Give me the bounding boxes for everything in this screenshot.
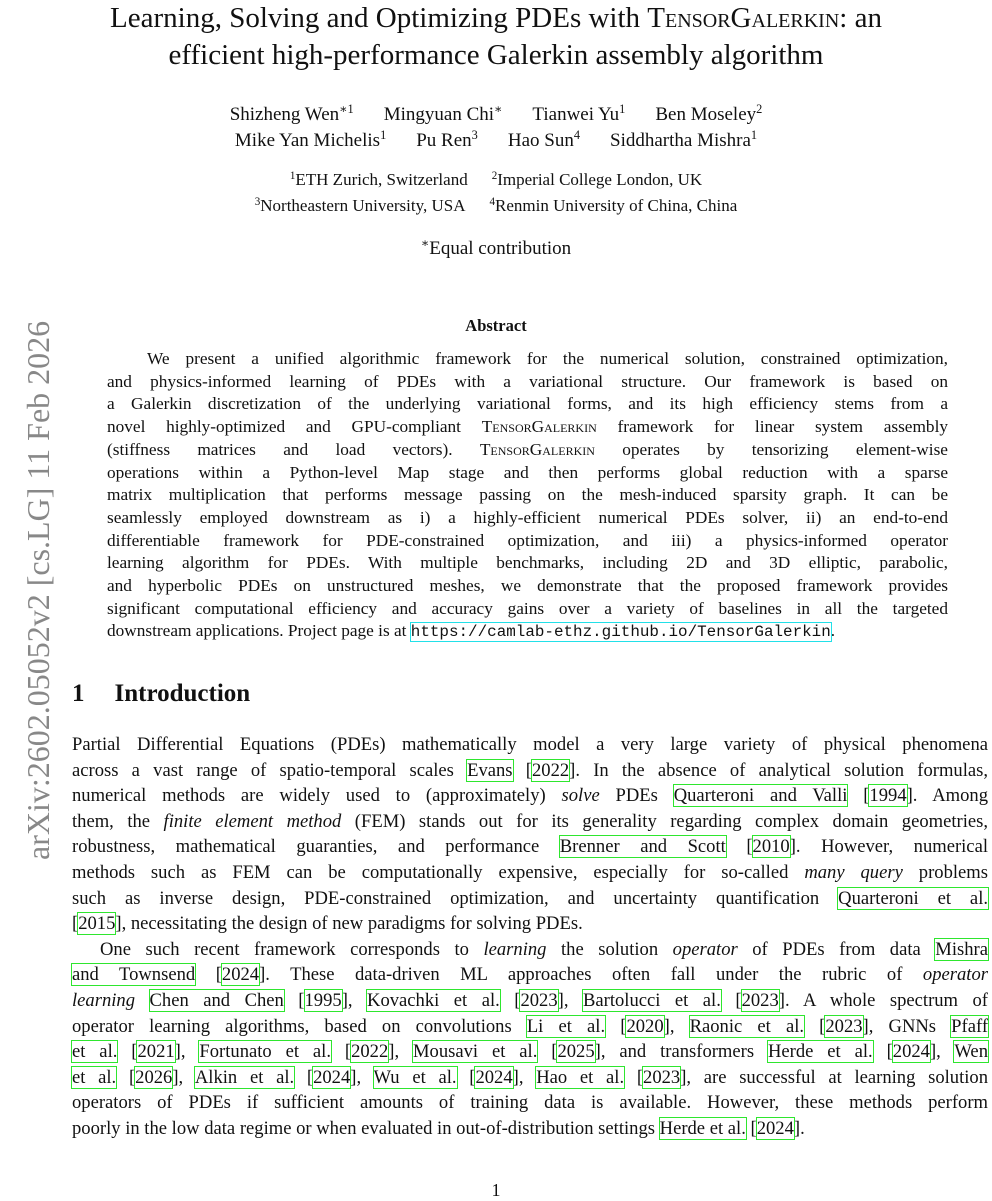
author-name-text: Tianwei Yu xyxy=(532,104,620,125)
author-name-text: Siddhartha Mishra xyxy=(610,130,751,151)
citation-link[interactable]: Quarteroni et al. xyxy=(838,887,989,909)
text-line xyxy=(72,937,988,963)
text-segment: One such recent framework corresponds to xyxy=(100,938,484,960)
text-segment: ], xyxy=(172,1066,195,1088)
text-line xyxy=(72,988,988,1014)
affiliation-mark: 3 xyxy=(254,195,261,208)
text-segment: learning algorithm for PDEs. With multiple benchmarks, including 2D and 3D elliptic, parabolic, xyxy=(107,553,948,573)
emphasis-text: solve xyxy=(561,785,600,807)
citation-link[interactable]: 1994 xyxy=(869,785,907,807)
affiliation-mark: 3 xyxy=(471,128,478,143)
text-line xyxy=(107,439,948,462)
citation-link[interactable]: 2021 xyxy=(137,1041,175,1063)
affiliation-mark: 1 xyxy=(289,169,296,182)
text-segment: operators of PDEs if sufficient amounts of training data is available. However, these methods perform xyxy=(72,1092,988,1114)
author-name-text: Pu Ren xyxy=(416,130,472,151)
citation-link[interactable]: Hao et al. xyxy=(536,1066,625,1088)
affiliation xyxy=(290,170,468,189)
text-segment: ]. In the absence of analytical solution formulas, xyxy=(569,759,989,781)
citation-link[interactable]: 1995 xyxy=(304,989,342,1011)
text-segment: a Galerkin discretization of the underlying variational forms, and its high efficiency stems from a xyxy=(107,394,948,414)
citation-link[interactable]: Evans xyxy=(467,759,513,781)
text-line xyxy=(72,783,988,809)
text-segment: ], xyxy=(341,989,368,1011)
text-segment: [ xyxy=(725,836,753,858)
affiliation-name: Northeastern University, USA xyxy=(260,196,466,215)
citation-link[interactable]: 2024 xyxy=(756,1117,794,1139)
text-segment: . xyxy=(830,621,836,641)
author-name-text: Mingyuan Chi xyxy=(383,104,495,125)
citation-link[interactable]: 2024 xyxy=(221,964,260,986)
text-line xyxy=(72,732,988,758)
citation-link[interactable]: Alkin et al. xyxy=(194,1066,295,1088)
emphasis-text: finite element method xyxy=(163,810,342,832)
citation-link[interactable]: Herde et al. xyxy=(659,1117,746,1139)
affiliation-mark: 2 xyxy=(491,169,498,182)
text-line xyxy=(107,393,948,416)
affiliation-name: Imperial College London, UK xyxy=(497,170,703,189)
affiliation xyxy=(490,196,738,215)
affiliation-mark: ∗1 xyxy=(339,102,354,117)
title-system-name: TensorGalerkin xyxy=(647,2,840,34)
text-segment: methods such as FEM can be computationally expensive, especially for so-called xyxy=(72,861,805,883)
author-name xyxy=(532,104,625,125)
citation-link[interactable]: Quarteroni and Valli xyxy=(673,785,848,807)
text-segment: such as inverse design, PDE-constrained optimization, and uncertainty quantification xyxy=(72,887,839,909)
citation-link[interactable]: Mousavi et al. xyxy=(413,1041,538,1063)
note-text: Equal contribution xyxy=(429,238,572,259)
citation-link[interactable]: Bartolucci et al. xyxy=(582,989,721,1011)
citation-link[interactable]: 2023 xyxy=(741,989,779,1011)
affiliation-mark: ∗ xyxy=(494,102,503,117)
emphasis-text: learning xyxy=(72,989,136,1011)
citation-link[interactable]: Chen and Chen xyxy=(149,989,284,1011)
text-segment: [ xyxy=(116,1066,136,1088)
abstract-body xyxy=(107,348,948,644)
affiliation-mark: 1 xyxy=(750,128,758,143)
text-segment: ], xyxy=(929,1041,955,1063)
text-segment: ], GNNs xyxy=(862,1015,952,1037)
citation-link[interactable]: 2015 xyxy=(78,913,116,935)
text-line xyxy=(72,962,988,988)
text-line xyxy=(72,1039,988,1065)
author-name xyxy=(508,130,580,151)
text-line xyxy=(72,860,988,886)
text-segment: robustness, mathematical guaranties, and performance xyxy=(72,836,560,858)
text-segment: and physics-informed learning of PDEs with a variational structure. Our framework is based on xyxy=(107,371,948,391)
text-line xyxy=(107,348,948,371)
title-text: Learning, Solving and Optimizing PDEs with xyxy=(110,2,648,34)
text-segment: novel highly-optimized and GPU-compliant xyxy=(107,417,482,437)
author-name xyxy=(384,104,503,125)
text-segment: [ xyxy=(624,1066,644,1088)
text-segment: Partial Differential Equations (PDEs) mathematically model a very large variety of physical phenomena xyxy=(72,734,988,755)
text-segment: ]. xyxy=(793,1117,805,1139)
text-segment: ]. These data-driven ML approaches often fall under the rubric of xyxy=(259,964,923,986)
text-segment: We present a unified algorithmic framework for the numerical solution, constrained optimization, xyxy=(147,349,948,368)
text-segment: problems xyxy=(902,861,988,883)
text-segment: (stiffness matrices and load vectors). xyxy=(107,439,480,459)
abstract-heading: Abstract xyxy=(465,316,527,335)
text-line xyxy=(107,371,948,394)
text-line xyxy=(72,1090,988,1116)
author-name xyxy=(416,130,478,151)
text-line xyxy=(107,575,948,598)
title-text: efficient high-performance Galerkin assembly algorithm xyxy=(168,39,824,71)
title-text: : an xyxy=(839,2,882,34)
text-segment: and hyperbolic PDEs on unstructured meshes, we demonstrate that the proposed framework provides xyxy=(107,576,948,596)
author-list xyxy=(0,102,992,154)
text-segment: ], xyxy=(388,1041,413,1063)
text-segment: differentiable framework for PDE-constrained optimization, and iii) a physics-informed operator xyxy=(107,530,948,550)
affiliation-name: Renmin University of China, China xyxy=(495,196,738,215)
text-segment: [ xyxy=(537,1041,558,1063)
text-segment: seamlessly employed downstream as i) a highly-efficient numerical PDEs solver, ii) an end-to-end xyxy=(107,507,948,527)
affiliation-row xyxy=(0,193,992,219)
emphasis-text: operator xyxy=(672,938,738,960)
affiliation xyxy=(492,170,702,189)
text-line xyxy=(72,758,988,784)
text-segment: operations within a Python-level Map stage and then performs global reduction with a sparse xyxy=(107,462,948,482)
citation-link[interactable]: 2024 xyxy=(475,1066,513,1088)
citation-link[interactable]: Pfaff xyxy=(951,1015,989,1037)
paragraph xyxy=(72,732,988,937)
text-line xyxy=(72,1014,988,1040)
citation-link[interactable]: 2020 xyxy=(626,1015,664,1037)
citation-link[interactable]: Raonic et al. xyxy=(689,1015,805,1037)
author-name xyxy=(230,104,354,125)
citation-link[interactable]: 2023 xyxy=(643,1066,681,1088)
text-segment: ], necessitating the design of new paradigms for solving PDEs. xyxy=(115,913,583,935)
text-segment: ], xyxy=(174,1041,200,1063)
text-line xyxy=(72,834,988,860)
text-segment: [ xyxy=(195,964,222,986)
arxiv-identifier: arXiv:2602.05052v2 [cs.LG] 11 Feb 2026 xyxy=(20,320,56,860)
emphasis-text: many query xyxy=(804,861,903,883)
paragraph xyxy=(72,937,988,1142)
section-title: Introduction xyxy=(114,680,251,707)
author-name xyxy=(610,130,757,151)
author-name-text: Mike Yan Michelis xyxy=(234,130,381,151)
introduction-body xyxy=(72,732,988,1142)
text-segment: ]. However, numerical xyxy=(789,836,988,858)
system-name: TensorGalerkin xyxy=(479,439,595,459)
text-segment: [ xyxy=(872,1041,893,1063)
citation-link[interactable]: et al. xyxy=(72,1041,118,1063)
text-line xyxy=(107,530,948,553)
text-line xyxy=(107,462,948,485)
text-segment: numerical methods are widely used to (approximately) xyxy=(72,785,562,807)
citation-link[interactable]: Brenner and Scott xyxy=(559,836,726,858)
text-segment: [ xyxy=(605,1015,627,1037)
text-segment: ], are successful at learning solution xyxy=(680,1066,989,1088)
text-segment: the solution xyxy=(546,938,673,960)
text-segment: ], xyxy=(663,1015,690,1037)
citation-link[interactable]: 2023 xyxy=(825,1015,863,1037)
text-segment: of PDEs from data xyxy=(737,938,936,960)
text-segment: [ xyxy=(72,913,79,935)
citation-link[interactable]: Wen xyxy=(954,1041,988,1063)
citation-link[interactable]: Fortunato et al. xyxy=(199,1041,331,1063)
author-row xyxy=(0,102,992,128)
text-segment: ], xyxy=(350,1066,374,1088)
citation-link[interactable]: Wu et al. xyxy=(373,1066,457,1088)
text-line xyxy=(72,1065,988,1091)
affiliation-mark: 4 xyxy=(573,128,580,143)
paper-title xyxy=(0,0,992,74)
citation-link[interactable]: 2024 xyxy=(313,1066,351,1088)
citation-link[interactable]: 2022 xyxy=(531,759,570,781)
citation-link[interactable]: 2022 xyxy=(351,1041,389,1063)
author-row xyxy=(0,128,992,154)
text-line xyxy=(107,507,948,530)
text-segment: ]. Among xyxy=(906,785,988,807)
text-line xyxy=(72,1116,988,1142)
text-line xyxy=(107,552,948,575)
text-segment: ], and transformers xyxy=(594,1041,768,1063)
text-segment: [ xyxy=(745,1117,757,1139)
section-heading xyxy=(72,680,250,708)
text-segment: operator learning algorithms, based on convolutions xyxy=(72,1015,527,1037)
emphasis-text: operator xyxy=(922,964,988,986)
citation-link[interactable]: 2010 xyxy=(752,836,790,858)
text-line xyxy=(72,809,988,835)
text-segment: PDEs xyxy=(599,785,674,807)
text-segment: [ xyxy=(720,989,742,1011)
text-segment: poorly in the low data regime or when evaluated in out-of-distribution settings xyxy=(72,1117,660,1139)
text-line xyxy=(107,620,948,644)
project-url-link[interactable]: https://camlab-ethz.github.io/TensorGalerkin xyxy=(410,623,831,642)
text-segment: ], xyxy=(512,1066,537,1088)
text-segment: [ xyxy=(847,785,870,807)
text-line xyxy=(107,416,948,439)
citation-link[interactable]: Li et al. xyxy=(526,1015,606,1037)
citation-link[interactable]: 2024 xyxy=(892,1041,930,1063)
text-segment: [ xyxy=(294,1066,314,1088)
citation-link[interactable]: 2025 xyxy=(557,1041,595,1063)
affiliations xyxy=(0,167,992,219)
affiliation-mark: 1 xyxy=(619,102,626,117)
text-segment: significant computational efficiency and accuracy gains over a variety of baselines in all the targeted xyxy=(107,598,948,618)
affiliation xyxy=(255,196,466,215)
text-segment: across a vast range of spatio-temporal scales xyxy=(72,759,468,781)
author-name-text: Ben Moseley xyxy=(655,104,757,125)
citation-link[interactable]: 2023 xyxy=(520,989,558,1011)
text-line xyxy=(107,598,948,621)
text-segment: [ xyxy=(283,989,305,1011)
text-segment: ], xyxy=(557,989,583,1011)
equal-contribution-note xyxy=(0,238,992,260)
author-name xyxy=(655,104,762,125)
affiliation-row xyxy=(0,167,992,193)
citation-link[interactable]: 2026 xyxy=(135,1066,173,1088)
text-line xyxy=(72,886,988,912)
author-name xyxy=(235,130,386,151)
text-segment xyxy=(135,990,149,1011)
section-number: 1 xyxy=(72,680,85,707)
text-segment: [ xyxy=(456,1066,476,1088)
footnote-mark: ∗ xyxy=(420,236,430,251)
text-segment: ]. A whole spectrum of xyxy=(778,989,988,1011)
system-name: TensorGalerkin xyxy=(481,417,597,437)
affiliation-mark: 1 xyxy=(380,128,387,143)
text-line xyxy=(107,484,948,507)
text-line xyxy=(72,911,988,937)
emphasis-text: learning xyxy=(483,938,547,960)
affiliation-name: ETH Zurich, Switzerland xyxy=(295,170,468,189)
text-segment: operates by tensorizing element-wise xyxy=(594,439,948,459)
text-segment: [ xyxy=(117,1041,138,1063)
text-segment: them, the xyxy=(72,810,164,832)
text-segment: [ xyxy=(804,1015,826,1037)
text-segment: downstream applications. Project page is at xyxy=(107,621,411,641)
text-segment: (FEM) stands out for its generality regarding complex domain geometries, xyxy=(341,810,988,832)
citation-link[interactable]: Mishra xyxy=(935,938,988,960)
affiliation-mark: 2 xyxy=(756,102,763,117)
text-segment: framework for linear system assembly xyxy=(596,417,949,437)
text-segment: [ xyxy=(330,1041,352,1063)
citation-link[interactable]: et al. xyxy=(72,1066,117,1088)
citation-link[interactable]: and Townsend xyxy=(72,964,196,986)
text-segment: [ xyxy=(499,989,521,1011)
text-segment: [ xyxy=(512,759,532,781)
author-name-text: Shizheng Wen xyxy=(229,104,340,125)
page-number: 1 xyxy=(491,1180,501,1200)
text-segment: matrix multiplication that performs message passing on the mesh-induced sparsity graph. It can be xyxy=(107,485,948,505)
author-name-text: Hao Sun xyxy=(507,130,574,151)
citation-link[interactable]: Herde et al. xyxy=(767,1041,873,1063)
affiliation-mark: 4 xyxy=(489,195,496,208)
citation-link[interactable]: Kovachki et al. xyxy=(367,989,500,1011)
